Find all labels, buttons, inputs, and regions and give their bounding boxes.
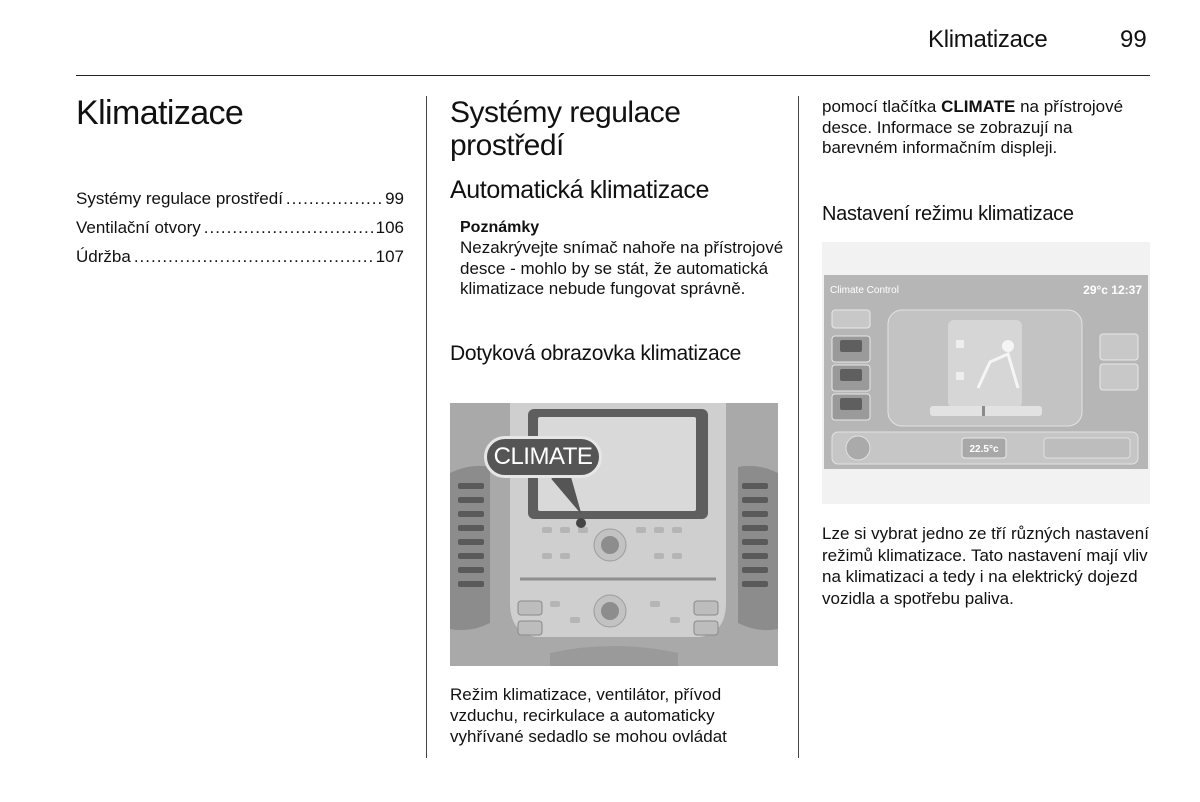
intro-text-suffix: na přístrojové desce. Informace se zobrazují na barevném informačním displeji. — [822, 97, 1124, 157]
toc-entry-label: Systémy regulace prostředí — [76, 189, 283, 208]
header-rule — [76, 75, 1150, 76]
mode-setting-heading: Nastavení režimu klimatizace — [822, 203, 1074, 225]
note-title: Poznámky — [460, 219, 540, 236]
chapter-title: Klimatizace — [76, 94, 244, 132]
climate-button-callout: CLIMATE — [484, 436, 602, 478]
running-header-title: Klimatizace — [928, 26, 1048, 53]
climate-keyword: CLIMATE — [941, 97, 1016, 116]
toc-leader-dots — [286, 189, 382, 209]
climate-screen-illustration — [822, 242, 1150, 504]
toc-leader-dots — [204, 218, 373, 238]
column-divider-right — [798, 96, 799, 758]
section-title: Systémy regulace prostředí — [450, 96, 681, 162]
toc-entry[interactable] — [76, 189, 404, 213]
subsection-title: Automatická klimatizace — [450, 176, 709, 204]
screen-status-right: 29°c 12:37 — [1083, 283, 1142, 297]
toc-entry[interactable] — [76, 218, 404, 242]
note-text: Nezakrývejte snímač nahoře na přístrojové desce - mohlo by se stát, že automatická klimatizace nebude fungovat správně. — [460, 238, 784, 298]
column3-intro-text — [822, 97, 1152, 159]
screen-status-left: Climate Control — [830, 285, 899, 296]
column3-body-text: Lze si vybrat jedno ze tří různých nastavení režimů klimatizace. Tato nastavení mají vliv na klimatizaci a tedy i na elektrický dojezd vozidla a spotřebu paliva. — [822, 524, 1149, 608]
page-number: 99 — [1120, 26, 1147, 53]
toc-entry-label: Údržba — [76, 247, 131, 266]
touchscreen-heading: Dotyková obrazovka klimatizace — [450, 342, 741, 365]
toc-entry-label: Ventilační otvory — [76, 218, 201, 237]
toc-entry[interactable] — [76, 247, 404, 271]
screen-setpoint: 22.5°c — [969, 444, 999, 455]
column-divider-left — [426, 96, 427, 758]
toc-entry-page: 107 — [375, 247, 404, 266]
mode-buttons — [832, 336, 870, 420]
toc-leader-dots — [134, 247, 373, 267]
climate-display-figure — [822, 242, 1150, 504]
toc-entry-page: 99 — [385, 189, 404, 208]
column2-body-text: Režim klimatizace, ventilátor, přívod vzduchu, recirkulace a automaticky vyhřívané sedadlo se mohou ovládat — [450, 685, 727, 746]
intro-text-prefix: pomocí tlačítka — [822, 97, 942, 116]
toc-entry-page: 106 — [375, 218, 404, 237]
